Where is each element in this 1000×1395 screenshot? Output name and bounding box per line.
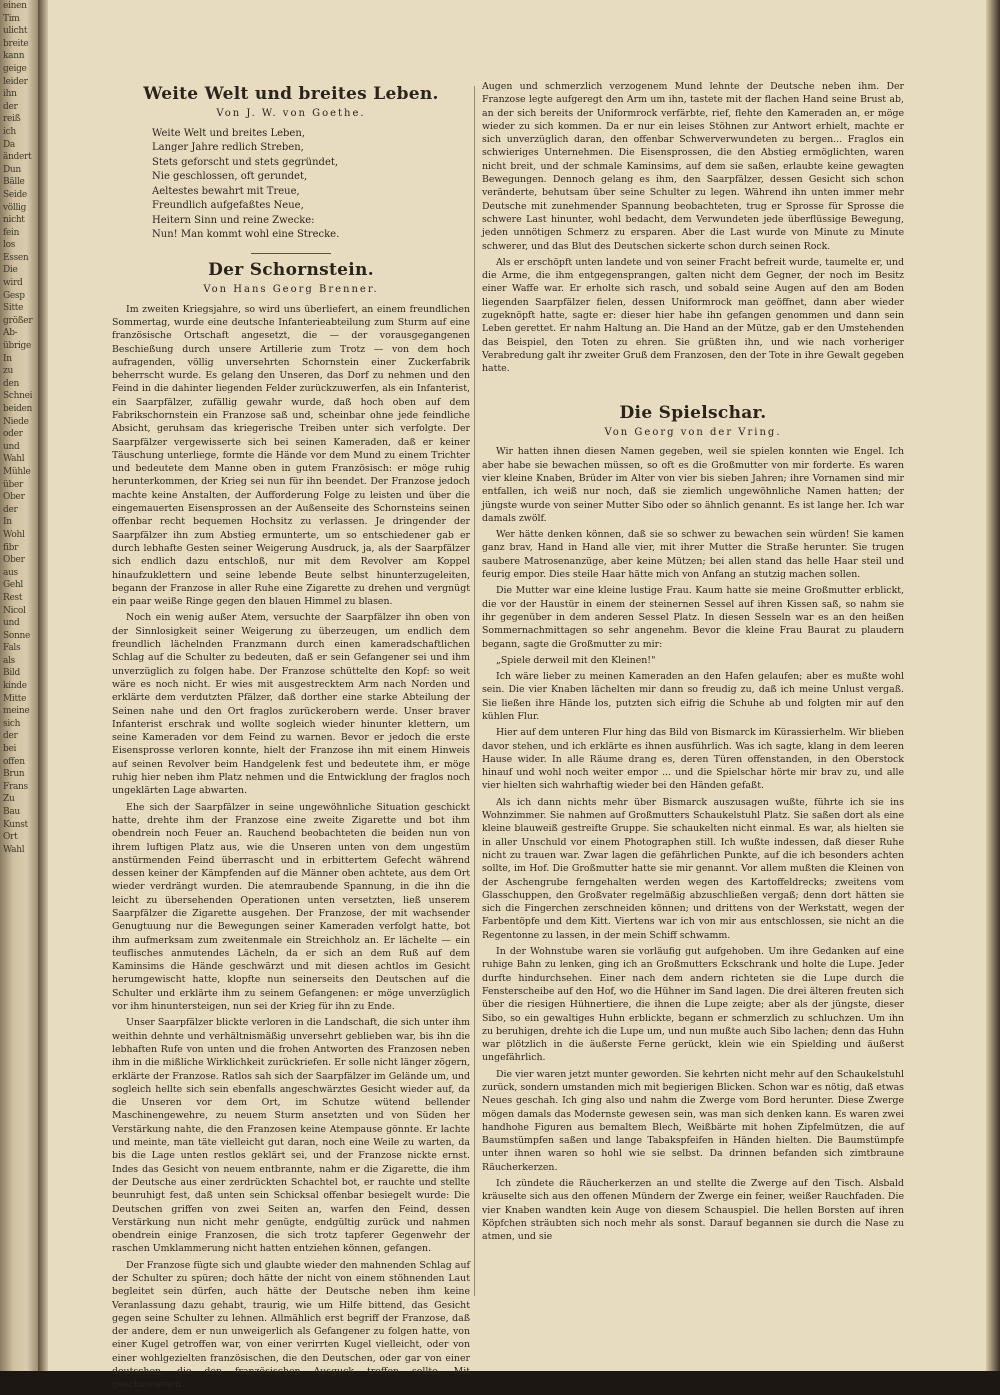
paragraph: Ich wäre lieber zu meinen Kameraden an den Hafen gelaufen; aber es mußte wohl sein. Die vier Knaben lächelten mir dann so freudig zu, daß ich meine Unlust vergaß. Sie ließen ihre Hände los, putzten sich eifrig die Schuhe ab und folgten mir auf den kühlen Flur. xyxy=(482,671,904,722)
spine-text-fragment: Essen xyxy=(3,252,29,263)
spine-text-fragment: Ober xyxy=(3,492,25,503)
spine-text-fragment: Wahl xyxy=(3,454,25,465)
spine-text-fragment: offen xyxy=(3,756,25,767)
spine-text-fragment: und xyxy=(3,618,20,629)
paragraph: Als er erschöpft unten landete und von seiner Fracht befreit wurde, taumelte er, und die Arme, die ihm entgegensprangen, galten nicht dem Gegner, der noch im Besitz einer Waffe war. Er erholte sich rasch, und sobald seine Augen auf den am Boden liegenden Saarpfälzer fielen, dessen Uniformrock man geöffnet, dann aber wieder zugeknöpft hatte, sagte er: dieser hier habe ihn gefangen genommen und dann sein Leben gerettet. Er nahm Haltung an. Die Hand an der Mütze, gab er den Umstehenden das Beispiel, den Toten zu ehren. Sie grüßten ihn, und wie nach vorheriger Verabredung galt ihr zweiter Gruß dem Franzosen, den der Tote in ihre Gewalt gegeben hatte. xyxy=(482,256,904,375)
spine-text-fragment: Tim xyxy=(3,13,20,24)
paragraph: Augen und schmerzlich verzogenem Mund lehnte der Deutsche neben ihm. Der Franzose legte aufgeregt den Arm um ihn, tastete mit der flachen Hand seine Brust ab, an der sich bereits der Uniformrock verfärbte, rief, flehte den Kameraden an, er möge wieder zu sich kommen. Da er nur ein leises Stöhnen zur Antwort erhielt, machte er sich unverzüglich daran, den offenbar Schwerverwundeten zu bergen... Fraglos ein schwieriges Unternehmen. Die Eisensprossen, die den Abstieg ermöglichten, waren nicht breit, und der schmale Kaminsims, auf dem sie saßen, erlaubte keine gewagten Bewegungen. Dennoch gelang es ihm, den Saarpfälzer, dessen Gesicht sich schon veränderte, behutsam über seine Schulter zu legen. Während ihn unten immer mehr Deutsche mit zunehmender Spannung beobachteten, trug er Sprosse für Sprosse die schwere Last hinunter, wohl bedacht, dem Verwundeten jede überflüssige Bewegung, jeden unnötigen Schmerz zu ersparen. Aber die Last wurde von Minute zu Minute schwerer, und das Blut des Deutschen sickerte schon durch seinen Rock. xyxy=(482,81,904,252)
spine-text-fragment: Sitte xyxy=(3,303,24,314)
spine-text-fragment: wird xyxy=(3,278,23,289)
spine-text-fragment: Fals xyxy=(3,643,21,654)
story-byline-spielschar: Von Georg von der Vring. xyxy=(604,426,782,438)
poem-line: Nie geschlossen, oft gerundet, xyxy=(152,171,308,183)
spine-text-fragment: größer xyxy=(3,315,33,326)
spine-text-fragment: über xyxy=(3,479,23,490)
binding-gutter xyxy=(38,0,48,1371)
spine-text-fragment: Wohl xyxy=(3,529,25,540)
story-title-schornstein: Der Schornstein. xyxy=(208,259,374,280)
spine-text-fragment: der xyxy=(3,504,18,515)
spine-text-fragment: breite xyxy=(3,38,29,49)
spine-text-fragment: fein xyxy=(3,227,20,238)
story-byline-schornstein: Von Hans Georg Brenner. xyxy=(203,284,379,296)
spine-text-fragment: der xyxy=(3,731,18,742)
spine-text-fragment: ich xyxy=(3,126,16,137)
spine-text-fragment: kinde xyxy=(3,681,27,692)
paragraph: „Spiele derweil mit den Kleinen!" xyxy=(496,654,656,666)
spine-text-fragment: Bälle xyxy=(3,177,25,188)
spine-text-fragment: Frans xyxy=(3,781,28,792)
poem-line: Aeltestes bewahrt mit Treue, xyxy=(152,185,300,197)
spine-text-fragment: fibr xyxy=(3,542,19,553)
paragraph: Die Mutter war eine kleine lustige Frau. Kaum hatte sie meine Großmutter erblickt, die vor der Haustür in einem der steinernen Sessel auf ihren Kissen saß, so nahm sie ihr gegenüber in dem anderen Sessel Platz. In diesen Sesseln war es an den heißen Sommernachmittagen so sehr angenehm. Bevor die kleine Frau Baurat zu plaudern begann, sagte die Großmutter zu mir: xyxy=(482,585,904,650)
spine-text-fragment: einen xyxy=(3,1,27,11)
spine-text-fragment: der xyxy=(3,101,18,112)
paragraph: In der Wohnstube waren sie vorläufig gut aufgehoben. Um ihre Gedanken auf eine ruhige Bahn zu lenken, ging ich an Großmutters Eckschrank und holte die Lupe. Jeder durfte hindurchsehen. Einer nach dem andern richteten sie die Lupe durch die Fensterscheibe auf den Hof, wo die Hühner im Sand lagen. Die drei älteren freuten sich über die riesigen Hühnertiere, die ihnen die Lupe zeigte; aber als der jüngste, dieser Sibo, so ein gewaltiges Huhn erblickte, begann er schmerzlich zu schluchzen. Um ihn zu beruhigen, drehte ich die Lupe um, und nun mußte auch Sibo lachen; denn das Huhn war plötzlich in die äußerste Ferne gerückt, klein wie ein Spielding und äußerst ungefährlich. xyxy=(482,946,904,1064)
spine-text-fragment: Wahl xyxy=(3,844,25,855)
spine-text-fragment: Ober xyxy=(3,555,25,566)
paragraph: Wer hätte denken können, daß sie so schwer zu bewachen sein würden! Sie kamen ganz brav, Hand in Hand alle vier, mit ihrer Mutter die Straße herunter. Sie trugen saubere Matrosenanzüge, aber keine Mützen; bei allen stand das helle Haar steil und feurig empor. Dies steile Haar hätte mich von Anfang an stutzig machen sollen. xyxy=(482,529,904,581)
spine-text-fragment: Gesp xyxy=(3,290,25,301)
spine-text-fragment: Die xyxy=(3,265,18,276)
page-edge-shadow xyxy=(986,0,1000,1371)
spine-text-fragment: Mitte xyxy=(3,693,27,704)
poem-body xyxy=(152,127,470,243)
spine-text-fragment: Niede xyxy=(3,416,29,427)
spine-text-fragment: völlig xyxy=(3,202,27,213)
spine-text-fragment: den xyxy=(3,378,19,389)
story-body-schornstein xyxy=(112,303,470,1392)
spine-text-fragment: aus xyxy=(3,567,18,578)
spine-text-fragment: ulicht xyxy=(3,26,28,37)
spine-text-fragment: Brun xyxy=(3,769,25,780)
spine-text-fragment: Seide xyxy=(3,189,27,200)
poem-line: Heitern Sinn und reine Zwecke: xyxy=(152,214,315,226)
spine-text-fragment: als xyxy=(3,655,15,666)
paragraph: Noch ein wenig außer Atem, versuchte der Saarpfälzer ihn oben von der Sinnlosigkeit seiner Weigerung zu überzeugen, um endlich dem freundlich lächelnden Franzmann durch einen kameradschaftlichen Schlag auf die Schulter zu bedeuten, daß er sein Gefangener sei und ihm unverzüglich zu folgen habe. Der Franzose schüttelte den Kopf: so weit wäre es noch nicht. Er wies mit ausgestrecktem Arm nach Norden und erklärte dem verdutzten Pfälzer, daß dorther eine starke Abteilung der Seinen nahe und den Ort fraglos zurückerobern werde. Unser braver Infanterist erschrak und wollte sogleich wieder hinunter klettern, um seine Kameraden vor dem Feind zu warnen. Bevor er jedoch die erste Eisensprosse verloren konnte, hielt der Franzose ihn mit einem Hinweis auf seinen Revolver beim Handgelenk fest und bedeutete ihm, er möge ruhig hier neben ihm Platz nehmen und die Entwicklung der fraglos noch ungeklärten Lage abwarten. xyxy=(112,612,470,797)
paragraph: Hier auf dem unteren Flur hing das Bild von Bismarck im Kürassierhelm. Wir blieben davor stehen, und ich erklärte es ihnen ausführlich. Was ich sagte, klang in dem leeren Hause wider. In alle Räume drang es, deren Türen offenstanden, in den Oberstock hinauf und wohl noch weiter empor ... und die Spielschar hörte mir brav zu, und alle vier hielten sich wahrhaftig wieder bei den Händen gefaßt. xyxy=(482,727,904,792)
column-divider xyxy=(474,86,475,1296)
poem-title: Weite Welt und breites Leben. xyxy=(143,84,439,104)
spine-text-fragment: Ort xyxy=(3,832,18,843)
paragraph: Ich zündete die Räucherkerzen an und stellte die Zwerge auf den Tisch. Alsbald kräuselte sich aus den offenen Mündern der Zwerge ein feiner, weißer Rauchfaden. Die vier Knaben wandten kein Auge von diesem Schauspiel. Die hellen Borsten auf ihren Köpfchen sträubten sich noch mehr als sonst. Darauf begannen sie durch die Nase zu atmen, und sie xyxy=(482,1178,904,1243)
spine-text-fragment: Bau xyxy=(3,807,20,817)
spine-text-fragment: meine xyxy=(3,706,30,717)
left-column xyxy=(112,80,470,1395)
spine-text-fragment: sich xyxy=(3,718,21,729)
poem-line: Stets geforscht und stets gegründet, xyxy=(152,156,339,168)
spine-text-fragment: In xyxy=(3,517,12,528)
spine-text-fragment: Dun xyxy=(3,164,21,175)
spine-text-fragment: leider xyxy=(3,76,28,87)
spine-text-fragment: Zu xyxy=(3,794,15,805)
spine-text-fragment: Ab- xyxy=(3,328,18,339)
story-continuation-schornstein xyxy=(482,80,904,376)
spine-text-fragment: Schnei xyxy=(3,391,33,402)
spine-text-fragment: und xyxy=(3,441,20,452)
poem-line: Weite Welt und breites Leben, xyxy=(152,127,305,139)
spine-text-fragment: nicht xyxy=(3,215,25,226)
spine-text-fragment: Kunst xyxy=(3,819,28,830)
paragraph: Ehe sich der Saarpfälzer in seine ungewöhnliche Situation geschickt hatte, drehte ihm der Franzose eine zweite Zigarette und bot ihm obendrein noch Feuer an. Rauchend beobachteten die beiden nun von ihrem luftigen Platz aus, wie die Unseren unten von dem ungestüm anstürmenden Feind überrascht und in erbittertem Gefecht während dessen keiner der Kämpfenden auf die Männer oben achtete, aus dem Ort wieder verdrängt wurden. Die atemraubende Spannung, in die ihn die leicht zu übersehenden Operationen unten versetzten, ließ unserem Saarpfälzer die Zigarette ausgehen. Der Franzose, der mit wachsender Genugtuung nur die Bewegungen seiner Kameraden verfolgt hatte, bot ihm aufmerksam zum zweitenmale ein Streichholz an. Er lächelte — ein teuflisches anmutendes Lächeln, da er sich an dem Ruß auf dem Kaminsims die Hände geschwärzt und mit diesen achtlos im Gesicht herumgewischt hatte, klopfte nun seinerseits den Deutschen auf die Schulter und erklärte ihm zu seinem Gefangenen: er möge unverzüglich vor ihm hinuntersteigen, nun sei der Krieg für ihn zu Ende. xyxy=(112,801,470,1013)
poem-line: Freundlich aufgefaßtes Neue, xyxy=(152,200,304,212)
spine-text-fragment: ändert xyxy=(3,152,32,163)
poem-line: Nun! Man kommt wohl eine Strecke. xyxy=(152,229,340,241)
spine-text-fragment: Mühle xyxy=(3,466,31,477)
spacer xyxy=(482,379,904,399)
spine-text-fragment: Nicol xyxy=(3,605,26,616)
paragraph: Der Franzose fügte sich und glaubte wieder den mahnenden Schlag auf der Schulter zu spüren; doch hätte der nicht von einem stöhnenden Laut begleitet sein dürfen, auch hätte der Deutsche neben ihm keine Veranlassung dazu gehabt, traurig, wie um Hilfe bittend, das Gesicht gegen seine Schulter zu lehnen. Allmählich erst begriff der Franzose, daß der andere, dem er nun unweigerlich als Gefangener zu folgen hatte, von einer Kugel getroffen war, von einer verirrten Kugel vielleicht, oder von einer wohlgezielten französischen, die den Deutschen, oder gar von einer deutschen, die den französischen Ausguck treffen sollte. Mit geschlossenen xyxy=(112,1259,470,1391)
spine-text-fragment: zu xyxy=(3,366,13,377)
story-title-spielschar: Die Spielschar. xyxy=(619,402,767,423)
spine-text-fragment: Bild xyxy=(3,668,20,679)
spine-text-fragment: Gehl xyxy=(3,580,23,591)
spine-text-fragment: Da xyxy=(3,139,15,150)
poem-line: Langer Jahre redlich Streben, xyxy=(152,142,304,154)
poem-byline: Von J. W. von Goethe. xyxy=(216,108,366,120)
paragraph: Unser Saarpfälzer blickte verloren in die Landschaft, die sich unter ihm weithin dehnte und verhältnismäßig unversehrt geblieben war, bis ihn die lebhaften Rufe von unten und die frohen Antworten des Franzosen neben ihm in die mißliche Wirklichkeit zurückriefen. Er solle nicht länger zögern, erklärte der Franzose. Ratlos sah sich der Saarpfälzer im Gelände um, und sogleich hellte sich sein ebenfalls angeschwärztes Gesicht wieder auf, da die Unseren vor dem Ort, im Schutze wütend bellender Maschinengewehre, zu neuem Sturm ansetzten und von Süden her Verstärkung nahte, die den Franzosen keine Atempause gönnte. Er lachte und meinte, man täte vielleicht gut daran, noch eine Weile zu warten, da bis die Lage unten restlos geklärt sei, und der Franzose nickte ernst. Indes das Gesicht von neuem entbrannte, nahm er die Zigarette, die ihm der Deutsche aus einer zerdrückten Schachtel bot, er rauchte und stellte beunruhigt fest, daß unten sein Schicksal offenbar besiegelt wurde: Die Deutschen griffen von zwei Seiten an, warfen den Feind, dessen Verstärkung nun nicht mehr genügte, endgültig zurück und nahmen obendrein einige Franzosen, die sich trotz tapferer Gegenwehr der raschen Umklammerung nicht hatten entziehen können, gefangen. xyxy=(112,1017,470,1255)
paragraph: Die vier waren jetzt munter geworden. Sie kehrten nicht mehr auf den Schaukelstuhl zurück, sondern umstanden mich mit begierigen Blicken. Schon war es nötig, daß etwas Neues geschah. Ich ging also und nahm die Zwerge vom Bord herunter. Diese Zwerge mögen damals das Modernste gewesen sein, was man sich denken kann. Es waren zwei handhohe Figuren aus bemaltem Blech, Weißbärte mit hohen Zipfelmützen, die auf Baumstümpfen saßen und lange Tabakspfeifen in Händen hielten. Die Baumstümpfe unter ihnen waren so hohl wie sie selbst. Da drinnen befanden sich zimtbraune Räucherkerzen. xyxy=(482,1068,904,1173)
story-body-spielschar xyxy=(482,445,904,1243)
spine-text-fragment: Sonne xyxy=(3,630,31,641)
paragraph: Als ich dann nichts mehr über Bismarck auszusagen wußte, führte ich sie ins Wohnzimmer. Sie nahmen auf Großmutters Schaukelstuhl Platz. Sie saßen dort als eine kleine blauweiß gestreifte Gruppe. Sie schaukelten nicht einmal. Es war, als hielten sie in aller Unschuld vor einem Photographen still. Ich wußte indessen, daß dieser Ruhe nicht zu trauen war. Zwar lagen die gefährlichen Punkte, auf die ich besonders achten sollte, im Hof. Die Großmutter hatte sie mir genannt. Vor allem mußten die Kleinen von der Aschengrube ferngehalten werden wegen des Kartoffeldrecks; zweitens vom Glasschuppen, den Großvater regelmäßig abzuschließen vergaß; denn dort hätten sie sich die Fingerchen zerschneiden können; und drittens von der Werkstatt, wegen der Farbentöpfe und dem Kitt. Viertens war ich von mir aus entschlossen, sie nicht an die Regentonne zu lassen, in der mein Schiff schwamm. xyxy=(482,796,904,941)
spine-text-fragment: Rest xyxy=(3,592,23,603)
spine-text-fragment: bei xyxy=(3,744,17,755)
spine-text-fragment: los xyxy=(3,240,16,251)
spine-text-fragment: geige xyxy=(3,63,27,74)
spine-text-fragment: kann xyxy=(3,51,25,62)
spine-text-fragment: beiden xyxy=(3,404,33,414)
spine-text-fragment: übrige xyxy=(3,341,32,352)
paragraph: Wir hatten ihnen diesen Namen gegeben, weil sie spielen konnten wie Engel. Ich aber habe sie bewachen müssen, so oft es die Großmutter von mir forderte. Es waren vier kleine Knaben, Brüder im Alter von vier bis sieben Jahren; ihre Vornamen sind mir entfallen, ich weiß nur noch, daß sie ziemlich ungewöhnliche Namen hatten; der jüngste wurde von seiner Mutter Sibo oder so ähnlich genannt. Es ist lange her. Ich war damals zwölf. xyxy=(482,446,904,524)
divider xyxy=(251,253,331,254)
spine-text-fragment: oder xyxy=(3,429,23,440)
spine-text-fragment: ihn xyxy=(3,89,17,100)
spine-text-fragment: reiß xyxy=(3,114,21,125)
spine-text-fragment: In xyxy=(3,353,12,364)
adjacent-page-edge xyxy=(0,0,40,1371)
right-column xyxy=(482,80,904,1247)
paragraph: Im zweiten Kriegsjahre, so wird uns überliefert, an einem freundlichen Sommertag, wurde eine deutsche Infanterieabteilung zum Sturm auf eine französische Ortschaft angesetzt, die — der vorausgegangenen Beschießung durch unsere Artillerie zum Trotz — von dem hoch aufragenden, völlig unversehrten Schornstein einer Zuckerfabrik beherrscht wurde. Es gelang den Unseren, das Dorf zu nehmen und den Feind in die dahinter liegenden Felder zurückzuwerfen, als ein Infanterist, ein Saarpfälzer, zufällig gewahr wurde, daß hoch oben auf dem Fabrikschornstein ein Franzose saß und, scheinbar ohne jede feindliche Absicht, geruhsam das kriegerische Treiben unter sich verfolgte. Der Saarpfälzer vergewisserte sich bei seinen Kameraden, daß er keiner Täuschung unterliege, formte die Hände vor dem Mund zu einem Trichter und bedeutete dem Manne oben in gutem Französisch: er möge ruhig herunterkommen, der Krieg sei nun für ihn beendet. Der Franzose jedoch machte keine Anstalten, der Aufforderung Folge zu leisten und über die eingemauerten Eisensprossen an der Außenseite des Schornsteins seinen offenbar recht bequemen Hochsitz zu verlassen. Je dringender der Saarpfälzer ihn zum Abstieg ermunterte, um so entschiedener gab er durch lebhafte Gesten seiner Weigerung Ausdruck, ja, als der Saarpfälzer sich endlich dazu entschloß, nur mit dem Revolver am Koppel hinaufzuklettern und seine lebende Beute selbst hinunterzugeleiten, begann der Franzose in aller Ruhe eine Zigarette zu drehen und vergnügt ein paar weiße Ringe gegen den blauen Himmel zu blasen. xyxy=(112,303,470,608)
